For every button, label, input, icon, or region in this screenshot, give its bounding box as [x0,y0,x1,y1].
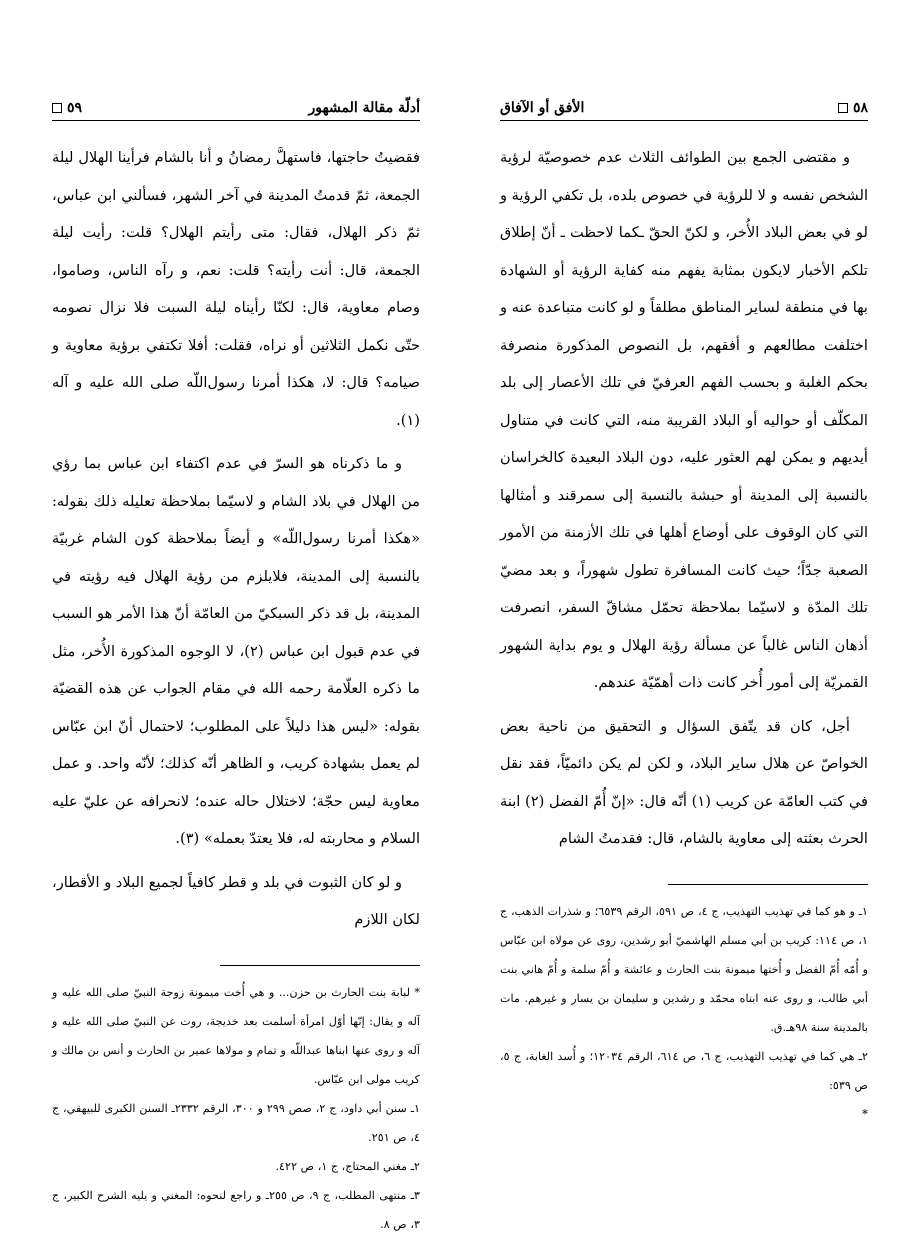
square-bullet-icon [838,103,848,113]
page-number: ٥٩ [67,100,83,116]
ornament-icon: * [862,1106,868,1121]
square-bullet-icon [52,103,62,113]
page-number-block [838,100,868,116]
running-title: أدلّة مقالة المشهور [308,100,420,116]
footnote: * لبابة بنت الحارث بن حزن... و هي أُخت ميمونة زوجة النبيّ صلى الله عليه و آله و يقال: إنّها أوّل امرأة أسلمت بعد خديجة، روت عن النبيّ صلى الله عليه و آله و روى عنها ابناها عبداللّه و تمام و مولاها عمير بن الحارث و أنس بن مالك و كريب مولى ابن عبّاس. [52,985,420,1086]
footnotes [52,978,420,1239]
footnote-separator [668,884,868,885]
paragraph: و مقتضى الجمع بين الطوائف الثلاث عدم خصوصيّة لرؤية الشخص نفسه و لا للرؤية في خصوص بلده، بل تكفي الرؤية و لو في بعض البلاد الأُخر، و لكنّ الحقّ ـكما لاحظت ـ أنّ إطلاق تلكم الأخبار لايكون بمثابة يفهم منه كفاية الرؤية أو الشهادة بها في منطقة لساير المناطق مطلقاً و لو كانت متباعدة عنه و اختلفت مطالعهم و أفقهم، بل النصوص المذكورة منصرفة بحكم الغلبة و بحسب الفهم العرفيّ في تلك الأعصار إلى بلد المكلّف أو حواليه أو البلاد القريبة منه، التي كانت في متناول أيديهم و يمكن لهم العثور عليه، دون البلاد البعيدة كالخراسان بالنسبة إلى المدينة أو حبشة بالنسبة إلى سمرقند و أمثالها التي كان الوقوف على أوضاع أهلها في تلك الأزمنة من الأمور الصعبة جدّاً؛ حيث كانت المسافرة تطول شهوراً، و بعد مضيّ تلك المدّة و لاسيّما بملاحظة تحمّل مشاقّ السفر، انصرفت أذهان الناس غالباً عن مسألة رؤية الهلال و يوم بداية الشهور القمريّة إلى أمور أُخر كانت ذات أهمّيّة عندهم. [500,149,868,691]
page-number: ٥٨ [852,100,868,116]
footnote-separator [220,965,420,966]
page-header [500,88,868,121]
running-title: الأفق أو الآفاق [500,100,585,116]
paragraph: و ما ذكرناه هو السرّ في عدم اكتفاء ابن عباس بما رؤي من الهلال في بلاد الشام و لاسيّما بملاحظة تعليله ذلك بقوله: «هكذا أمرنا رسول‌اللّه» و أيضاً بملاحظة كون الشام غربيّة بالنسبة إلى المدينة، فلايلزم من رؤية الهلال فيه رؤيته في المدينة، بل قد ذكر السبكيّ من العامّة أنّ هذا الأمر هو السبب في عدم قبول ابن عباس (٢)، لا الوجوه المذكورة الأُخر، مثل ما ذكره العلّامة رحمه الله في مقام الجواب عن هذه القضيّة بقوله: «ليس هذا دليلاً على المطلوب؛ لاحتمال أنّ ابن عبّاس لم يعمل بشهادة كريب، و الظاهر أنّه كذلك؛ لأنّه واحد. و عمل معاوية ليس حجّة؛ لاختلال حاله عنده؛ لانحرافه عن عليّ عليه السلام و محاربته له، فلا يعتدّ بعمله» (٣). [52,455,420,847]
footnote: ٣ـ منتهى المطلب، ج ٩، ص ٢٥٥ـ و راجع لنحوه: المغني و يليه الشرح الكبير، ج ٣، ص ٨. [52,1188,420,1231]
footnote: ١ـ سنن أبي داود، ج ٢، صص ٢٩٩ و ٣٠٠، الرقم ٢٣٣٢ـ السنن الكبرى للبيهقي، ج ٤، ص ٢٥١. [52,1101,420,1144]
main-text [52,139,420,939]
page-number-block [52,100,82,116]
footnote: ٢ـ مغني المحتاج، ج ١، ص ٤٢٢. [275,1159,420,1173]
right-page [500,88,868,1129]
footnote: ٢ـ هي كما في تهذيب التهذيب، ج ٦، ص ٦١٤، الرقم ١٢٠٣٤؛ و أُسد الغابة، ج ٥، ص ٥٣٩: [500,1049,868,1092]
left-page [52,88,420,1239]
paragraph: فقضيتُ حاجتها، فاستهلَّ رمضانُ و أنا بالشام فرأينا الهلال ليلة الجمعة، ثمّ قدمتُ المدينة في آخر الشهر، فسألني ابن عباس، ثمّ ذكر الهلال، فقال: متى رأيتم الهلال؟ قلت: رأيت ليلة الجمعة، قال: أنت رأيته؟ قلت: نعم، و رآه الناس، وصاموا، وصام معاوية، قال: لكنّا رأيناه ليلة السبت فلا نزال نصومه حتّى نكمل الثلاثين أو نراه، فقلت: أفلا تكتفي برؤية معاوية و صيامه؟ قال: لا، هكذا أمرنا رسول‌اللّه صلى الله عليه و آله (١). [52,149,420,429]
page-header [52,88,420,121]
paragraph: و لو كان الثبوت في بلد و قطر كافياً لجميع البلاد و الأقطار، لكان اللازم [52,873,420,928]
footnotes [500,897,868,1129]
paragraph: أجل، كان قد يتّفق السؤال و التحقيق من ناحية بعض الخواصّ عن هلال ساير البلاد، و لكن لم يكن دائميّاً، فقد نقل في كتب العامّة عن كريب (١) أنّه قال: «إنّ أُمّ الفضل (٢) ابنة الحرث بعثته إلى معاوية بالشام، قال: فقدمتُ الشام [500,717,868,847]
main-text [500,139,868,858]
footnote: ١ـ و هو كما في تهذيب التهذيب، ج ٤، ص ٥٩١، الرقم ٦٥٣٩؛ و شذرات الذهب، ج ١، ص ١١٤: كريب بن أبي مسلم الهاشميّ أبو رشدين، روى عن مولاه ابن عبّاس و أُمّه أُمّ الفضل و أُختها ميمونة بنت الحارث و عائشة و أُمّ سلمة و أُمّ هاني بنت أبي طالب، و روى عنه ابناه محمّد و رشدين و سليمان بن يسار و غيرهم. مات بالمدينة سنة ٩٨هـ.ق. [500,904,868,1034]
